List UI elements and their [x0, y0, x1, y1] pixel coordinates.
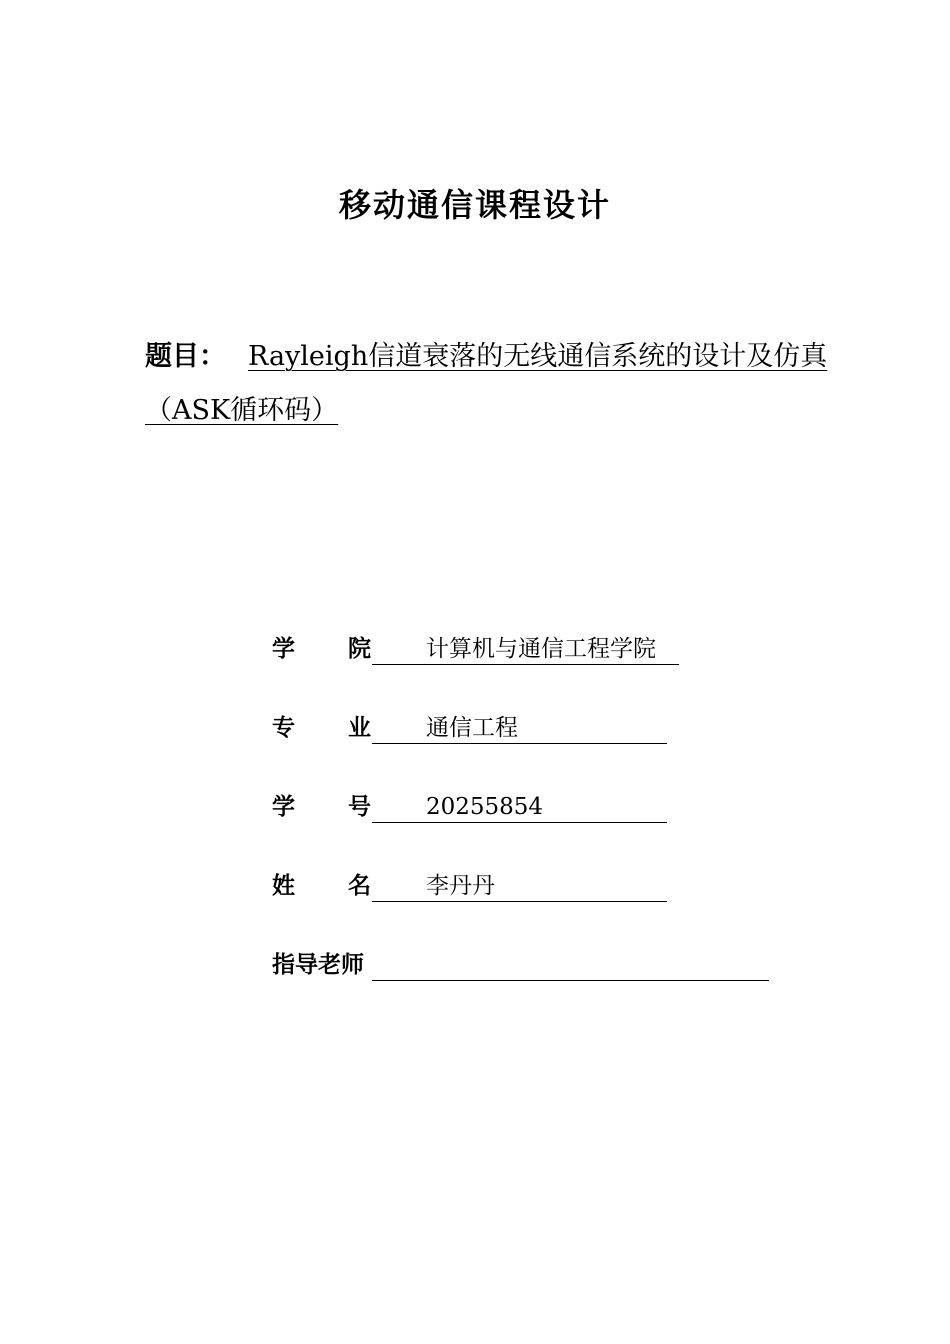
document-title: 移动通信课程设计: [338, 186, 611, 224]
name-field: [372, 869, 667, 902]
college-label-char-2: 院: [348, 636, 371, 662]
major-label-char-1: 专: [272, 715, 295, 741]
name-label-char-2: 名: [348, 873, 371, 899]
major-value: 通信工程: [426, 715, 518, 741]
advisor-field: [372, 948, 769, 981]
advisor-label: 指导老师: [272, 952, 364, 978]
topic-label: 题目：: [145, 341, 226, 372]
college-label-char-1: 学: [272, 636, 295, 662]
major-label-char-2: 业: [348, 715, 371, 741]
student-id-value: 20255854: [426, 794, 544, 820]
name-row: [272, 869, 495, 903]
advisor-row: [272, 948, 372, 982]
topic-text: Rayleigh信道衰落的无线通信系统的设计及仿真（ASK循环码）: [145, 341, 828, 426]
college-field: [372, 632, 679, 665]
college-value: 计算机与通信工程学院: [426, 636, 656, 662]
name-label: [272, 869, 372, 903]
name-value: 李丹丹: [426, 873, 495, 899]
student-id-row: [272, 790, 544, 824]
major-field: [372, 711, 667, 744]
student-id-field: [372, 790, 667, 823]
topic-block: [145, 330, 835, 438]
major-label: [272, 711, 372, 745]
student-id-label-char-1: 学: [272, 794, 295, 820]
name-label-char-1: 姓: [272, 873, 295, 899]
student-id-label: [272, 790, 372, 824]
college-row: [272, 632, 656, 666]
major-row: [272, 711, 518, 745]
college-label: [272, 632, 372, 666]
student-id-label-char-2: 号: [348, 794, 371, 820]
